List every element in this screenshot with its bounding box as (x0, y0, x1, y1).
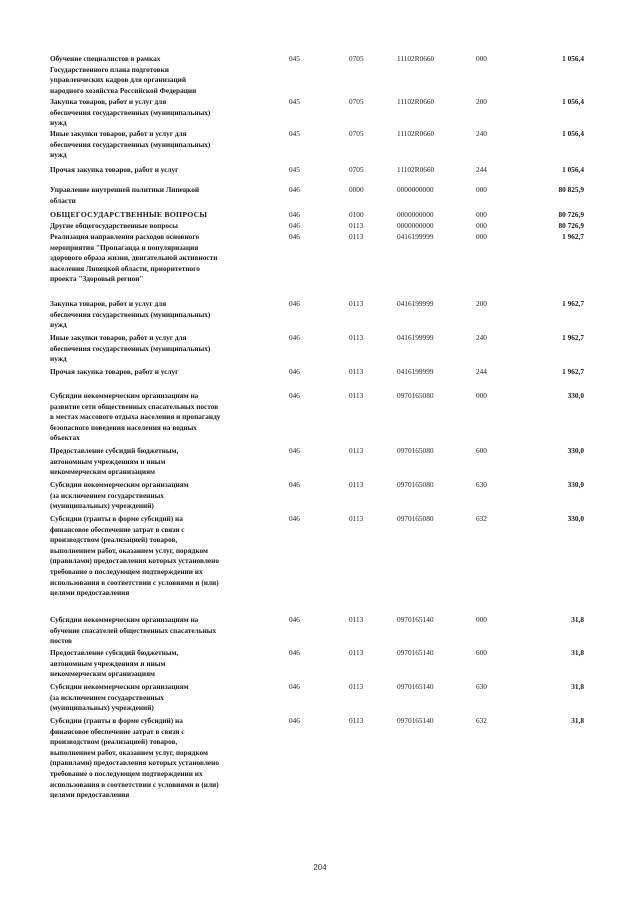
expense-type-code: 000 (476, 54, 487, 63)
admin-code: 046 (289, 615, 300, 624)
amount: 1 962,7 (562, 299, 584, 308)
row-description: Субсидии некоммерческим организациям на развитие сети общественных спасательных постов в местах массового отдыха населения и пропаганду безопасного поведения населения на водных объектах (50, 391, 221, 443)
admin-code: 046 (289, 232, 300, 241)
row-description: Субсидии некоммерческим организациям на обучение спасателей общественных спасательных постов (50, 615, 217, 646)
expense-type-code: 000 (476, 232, 487, 241)
admin-code: 046 (289, 221, 300, 230)
target-article-code: 0000000000 (397, 210, 434, 219)
expense-type-code: 000 (476, 210, 487, 219)
row-description: Закупка товаров, работ и услуг для обеспечения государственных (муниципальных) нужд (50, 299, 211, 330)
expense-type-code: 630 (476, 682, 487, 691)
amount: 330,0 (567, 480, 584, 489)
expense-type-code: 200 (476, 97, 487, 106)
expense-type-code: 000 (476, 185, 487, 194)
amount: 1 962,7 (562, 367, 584, 376)
row-description: Субсидии некоммерческим организациям (за исключением государственных (муниципальных) учреждений) (50, 682, 189, 713)
admin-code: 045 (289, 129, 300, 138)
expense-type-code: 244 (476, 165, 487, 174)
target-article-code: 0970165140 (397, 648, 434, 657)
admin-code: 046 (289, 367, 300, 376)
row-description: Субсидии (гранты в форме субсидий) на финансовое обеспечение затрат в связи с производством (реализацией) товаров, выполнением работ, оказанием услуг, порядком (правилами) предоставления которых установлено требование о последующем подтверждении их использования в соответствии с условиями и (или) целями предоставления (50, 716, 220, 800)
amount: 1 056,4 (562, 97, 584, 106)
admin-code: 046 (289, 210, 300, 219)
admin-code: 045 (289, 165, 300, 174)
amount: 31,8 (571, 615, 584, 624)
section-code: 0113 (349, 221, 364, 230)
section-code: 0113 (349, 716, 364, 725)
admin-code: 046 (289, 648, 300, 657)
admin-code: 046 (289, 185, 300, 194)
amount: 1 056,4 (562, 165, 584, 174)
target-article-code: 0000000000 (397, 185, 434, 194)
section-code: 0705 (349, 54, 364, 63)
amount: 31,8 (571, 682, 584, 691)
section-code: 0113 (349, 299, 364, 308)
admin-code: 046 (289, 716, 300, 725)
amount: 80 825,9 (558, 185, 584, 194)
row-description: Предоставление субсидий бюджетным, автономным учреждениям и иным некоммерческим организациям (50, 648, 179, 679)
row-description: Обучение специалистов в рамках Государственного плана подготовки управленческих кадров для организаций народного хозяйства Российской Федерации (50, 54, 197, 95)
admin-code: 046 (289, 682, 300, 691)
target-article-code: 0970165140 (397, 682, 434, 691)
row-description: ОБЩЕГОСУДАРСТВЕННЫЕ ВОПРОСЫ (50, 210, 208, 219)
target-article-code: 0416199999 (397, 367, 434, 376)
section-code: 0113 (349, 480, 364, 489)
section-code: 0113 (349, 333, 364, 342)
target-article-code: 11102R0660 (397, 165, 435, 174)
expense-type-code: 000 (476, 615, 487, 624)
target-article-code: 0970165080 (397, 391, 434, 400)
section-code: 0705 (349, 129, 364, 138)
row-description: Закупка товаров, работ и услуг для обеспечения государственных (муниципальных) нужд (50, 97, 211, 128)
target-article-code: 11102R0660 (397, 129, 435, 138)
section-code: 0113 (349, 446, 364, 455)
amount: 330,0 (567, 446, 584, 455)
admin-code: 045 (289, 54, 300, 63)
admin-code: 046 (289, 299, 300, 308)
section-code: 0000 (349, 185, 364, 194)
admin-code: 046 (289, 480, 300, 489)
amount: 1 962,7 (562, 333, 584, 342)
amount: 1 056,4 (562, 54, 584, 63)
section-code: 0113 (349, 367, 364, 376)
amount: 80 726,9 (558, 210, 584, 219)
target-article-code: 0416199999 (397, 232, 434, 241)
row-description: Субсидии (гранты в форме субсидий) на финансовое обеспечение затрат в связи с производством (реализацией) товаров, выполнением работ, оказанием услуг, порядком (правилами) предоставления которых установлено требование о последующем подтверждении их использования в соответствии с условиями и (или) целями предоставления (50, 514, 220, 598)
section-code: 0113 (349, 514, 364, 523)
expense-type-code: 240 (476, 333, 487, 342)
expense-type-code: 632 (476, 716, 487, 725)
section-code: 0113 (349, 615, 364, 624)
row-description: Прочая закупка товаров, работ и услуг (50, 367, 179, 376)
target-article-code: 0970165080 (397, 446, 434, 455)
admin-code: 046 (289, 333, 300, 342)
section-code: 0100 (349, 210, 364, 219)
amount: 31,8 (571, 648, 584, 657)
amount: 80 726,9 (558, 221, 584, 230)
row-description: Иные закупки товаров, работ и услуг для обеспечения государственных (муниципальных) нужд (50, 333, 211, 364)
section-code: 0113 (349, 648, 364, 657)
amount: 1 056,4 (562, 129, 584, 138)
target-article-code: 11102R0660 (397, 97, 435, 106)
target-article-code: 0970165080 (397, 514, 434, 523)
amount: 330,0 (567, 391, 584, 400)
row-description: Управление внутренней политики Липецкой области (50, 185, 200, 205)
admin-code: 046 (289, 391, 300, 400)
expense-type-code: 240 (476, 129, 487, 138)
amount: 1 962,7 (562, 232, 584, 241)
expense-type-code: 244 (476, 367, 487, 376)
target-article-code: 0416199999 (397, 333, 434, 342)
row-description: Субсидии некоммерческим организациям (за исключением государственных (муниципальных) учреждений) (50, 480, 189, 511)
admin-code: 045 (289, 97, 300, 106)
row-description: Реализация направления расходов основного мероприятия "Пропаганда и популяризация здорового образа жизни, двигательной активности населения Липецкой области, приоритетного проекта "Здоровый регион" (50, 232, 218, 284)
expense-type-code: 000 (476, 221, 487, 230)
target-article-code: 11102R0660 (397, 54, 435, 63)
row-description: Иные закупки товаров, работ и услуг для обеспечения государственных (муниципальных) нужд (50, 129, 211, 160)
section-code: 0113 (349, 391, 364, 400)
page-number: 204 (313, 863, 327, 872)
section-code: 0705 (349, 97, 364, 106)
admin-code: 046 (289, 514, 300, 523)
expense-type-code: 630 (476, 480, 487, 489)
target-article-code: 0970165140 (397, 615, 434, 624)
expense-type-code: 000 (476, 391, 487, 400)
section-code: 0113 (349, 232, 364, 241)
amount: 330,0 (567, 514, 584, 523)
expense-type-code: 600 (476, 446, 487, 455)
admin-code: 046 (289, 446, 300, 455)
expense-type-code: 200 (476, 299, 487, 308)
target-article-code: 0970165080 (397, 480, 434, 489)
target-article-code: 0000000000 (397, 221, 434, 230)
row-description: Предоставление субсидий бюджетным, автономным учреждениям и иным некоммерческим организациям (50, 446, 179, 477)
expense-type-code: 632 (476, 514, 487, 523)
amount: 31,8 (571, 716, 584, 725)
row-description: Другие общегосударственные вопросы (50, 221, 178, 230)
target-article-code: 0970165140 (397, 716, 434, 725)
target-article-code: 0416199999 (397, 299, 434, 308)
section-code: 0113 (349, 682, 364, 691)
section-code: 0705 (349, 165, 364, 174)
expense-type-code: 600 (476, 648, 487, 657)
row-description: Прочая закупка товаров, работ и услуг (50, 165, 179, 174)
